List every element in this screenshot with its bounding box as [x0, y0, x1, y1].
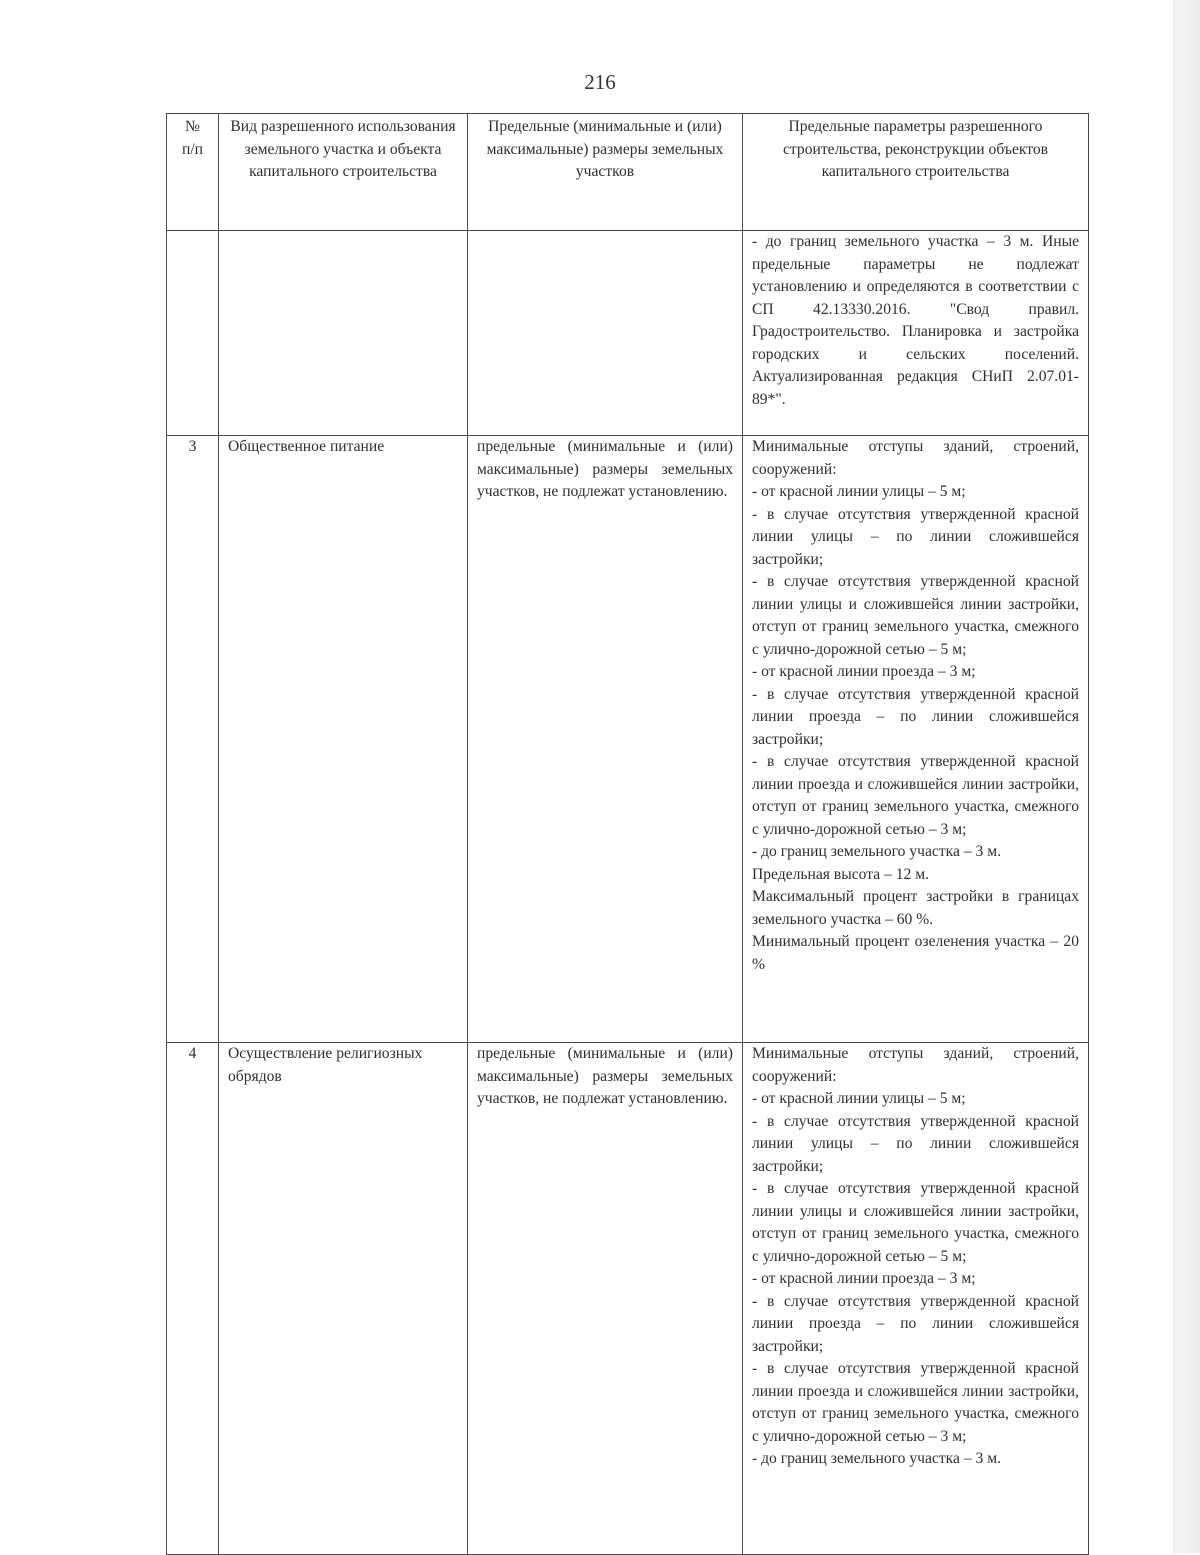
plot-size-cell: [468, 231, 743, 436]
header-construction-parameters: Предельные параметры разрешенного строительства, реконструкции объектов капитального строительства: [743, 114, 1089, 231]
row-number-cell: 4: [167, 1043, 219, 1555]
header-plot-size: Предельные (минимальные и (или) максимальные) размеры земельных участков: [468, 114, 743, 231]
permitted-use-cell: [219, 231, 468, 436]
permitted-use-cell: Осуществление религиозных обрядов: [219, 1043, 468, 1555]
header-permitted-use: Вид разрешенного использования земельного участка и объекта капитального строительства: [219, 114, 468, 231]
page-number: 216: [584, 70, 616, 94]
header-number: № п/п: [167, 114, 219, 231]
table-row: [167, 1043, 1089, 1555]
table-row: [167, 231, 1089, 436]
construction-parameters-cell: Минимальные отступы зданий, строений, сооружений: - от красной линии улицы – 5 м; - в случае отсутствия утвержденной красной линии улицы – по линии сложившейся застройки; - в случае отсутствия утвержденной красной линии улицы и сложившейся линии застройки, отступ от границ земельного участка, смежного с улично-дорожной сетью – 5 м; - от красной линии проезда – 3 м; - в случае отсутствия утвержденной красной линии проезда – по линии сложившейся застройки; - в случае отсутствия утвержденной красной линии проезда и сложившейся линии застройки, отступ от границ земельного участка, смежного с улично-дорожной сетью – 3 м; - до границ земельного участка – 3 м. Предельная высота – 12 м. Максимальный процент застройки в границах земельного участка – 60 %. Минимальный процент озеленения участка – 20 %: [743, 436, 1089, 1043]
construction-parameters-cell: - до границ земельного участка – 3 м. Иные предельные параметры не подлежат установлению и определяются в соответствии с СП 42.13330.2016. "Свод правил. Градостроительство. Планировка и застройка городских и сельских поселений. Актуализированная редакция СНиП 2.07.01-89*".: [743, 231, 1089, 436]
construction-parameters-cell: Минимальные отступы зданий, строений, сооружений: - от красной линии улицы – 5 м; - в случае отсутствия утвержденной красной линии улицы – по линии сложившейся застройки; - в случае отсутствия утвержденной красной линии улицы и сложившейся линии застройки, отступ от границ земельного участка, смежного с улично-дорожной сетью – 5 м; - от красной линии проезда – 3 м; - в случае отсутствия утвержденной красной линии проезда – по линии сложившейся застройки; - в случае отсутствия утвержденной красной линии проезда и сложившейся линии застройки, отступ от границ земельного участка, смежного с улично-дорожной сетью – 3 м; - до границ земельного участка – 3 м.: [743, 1043, 1089, 1555]
table-row: [167, 436, 1089, 1043]
scan-page-edge: [1173, 0, 1200, 1553]
row-number-cell: 3: [167, 436, 219, 1043]
row-number-cell: [167, 231, 219, 436]
regulations-table: [166, 113, 1089, 1555]
permitted-use-cell: Общественное питание: [219, 436, 468, 1043]
table-header-row: [167, 114, 1089, 231]
plot-size-cell: предельные (минимальные и (или) максимальные) размеры земельных участков, не подлежат установлению.: [468, 436, 743, 1043]
plot-size-cell: предельные (минимальные и (или) максимальные) размеры земельных участков, не подлежат установлению.: [468, 1043, 743, 1555]
